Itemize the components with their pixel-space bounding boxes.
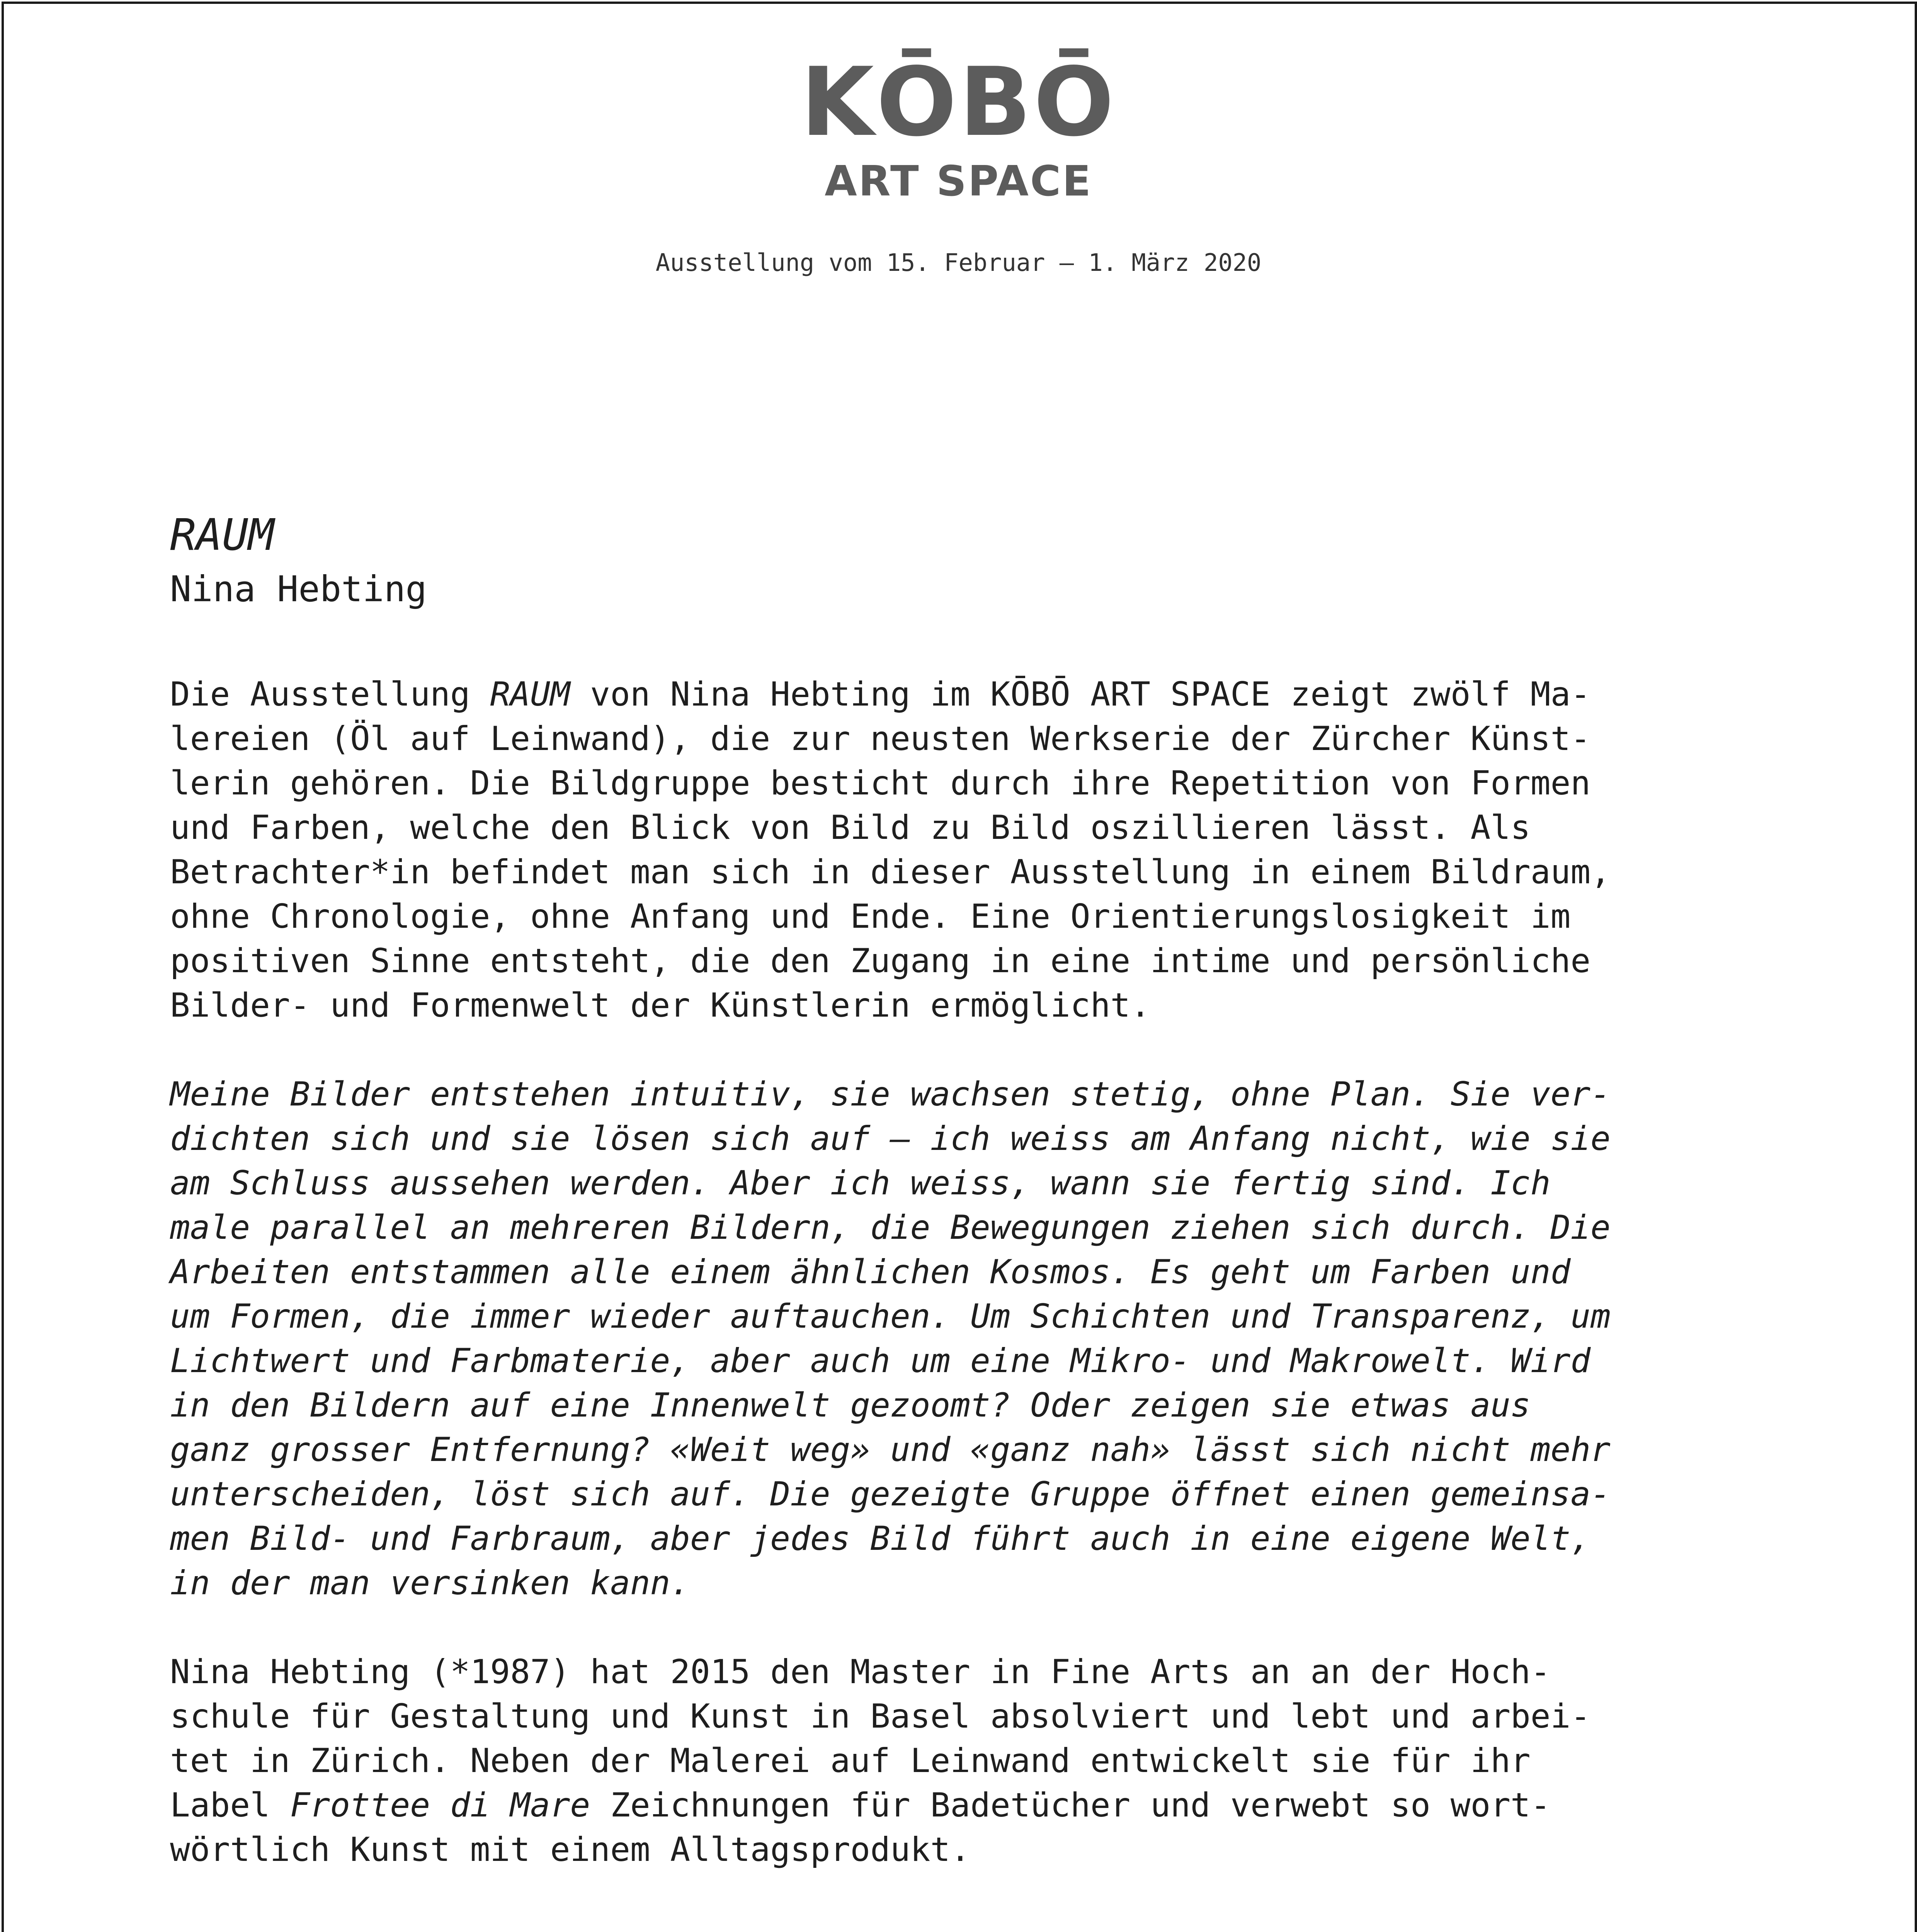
bio-paragraph xyxy=(170,1650,1754,1872)
bio-label-italic: Frottee di Mare xyxy=(290,1786,590,1825)
bio-text-rest: Zeichnungen für Badetücher und verwebt so wort- wörtlich Kunst mit einem Alltagsprodukt. xyxy=(170,1786,1551,1869)
logo-subtitle: ART SPACE xyxy=(825,157,1092,206)
logo-word: KŌBŌ xyxy=(800,47,1117,157)
kobo-logo xyxy=(0,47,1917,206)
bio-text-start: Nina Hebting (*1987) hat 2015 den Master in Fine Arts an an der Hoch- schule für Gestaltung und Kunst in Basel absolviert und lebt und arbei- tet in Zürich. Neben der Malerei auf Leinwand entwickelt sie für ihr Label xyxy=(170,1653,1591,1825)
main-content xyxy=(170,506,1754,1872)
intro-text-rest: von Nina Hebting im KŌBŌ ART SPACE zeigt zwölf Ma- lereien (Öl auf Leinwand), die zur neusten Werkserie der Zürcher Künst- lerin gehören. Die Bildgruppe besticht durch ihre Repetition von Formen und Farben, welche den Blick von Bild zu Bild oszillieren lässt. Als Betrachter*in befindet man sich in dieser Ausstellung in einem Bildraum, ohne Chronologie, ohne Anfang und Ende. Eine Orientierungslosigkeit im positiven Sinne entsteht, die den Zugang in eine intime und persönliche Bilder- und Formenwelt der Künstlerin ermöglicht. xyxy=(170,675,1611,1025)
intro-title-italic: RAUM xyxy=(490,675,570,714)
intro-paragraph xyxy=(170,672,1754,1028)
artist-quote-paragraph: Meine Bilder entstehen intuitiv, sie wachsen stetig, ohne Plan. Sie ver- dichten sich und sie lösen sich auf – ich weiss am Anfang nicht, wie sie am Schluss aussehen werden. Aber ich weiss, wann sie fertig sind. Ich male parallel an mehreren Bildern, die Bewegungen ziehen sich durch. Die Arbeiten entstammen alle einem ähnlichen Kosmos. Es geht um Farben und um Formen, die immer wieder auftauchen. Um Schichten und Transparenz, um Lichtwert und Farbmaterie, aber auch um eine Mikro- und Makrowelt. Wird in den Bildern auf eine Innenwelt gezoomt? Oder zeigen sie etwas aus ganz grosser Entfernung? «Weit weg» und «ganz nah» lässt sich nicht mehr unterscheiden, löst sich auf. Die gezeigte Gruppe öffnet einen gemeinsa- men Bild- und Farbraum, aber jedes Bild führt auch in eine eigene Welt, in der man versinken kann. xyxy=(170,1075,1611,1602)
exhibition-dates: Ausstellung vom 15. Februar – 1. März 2020 xyxy=(655,248,1262,277)
intro-text-start: Die Ausstellung xyxy=(170,675,490,714)
exhibition-title: RAUM xyxy=(170,510,274,560)
artist-name: Nina Hebting xyxy=(170,568,427,610)
